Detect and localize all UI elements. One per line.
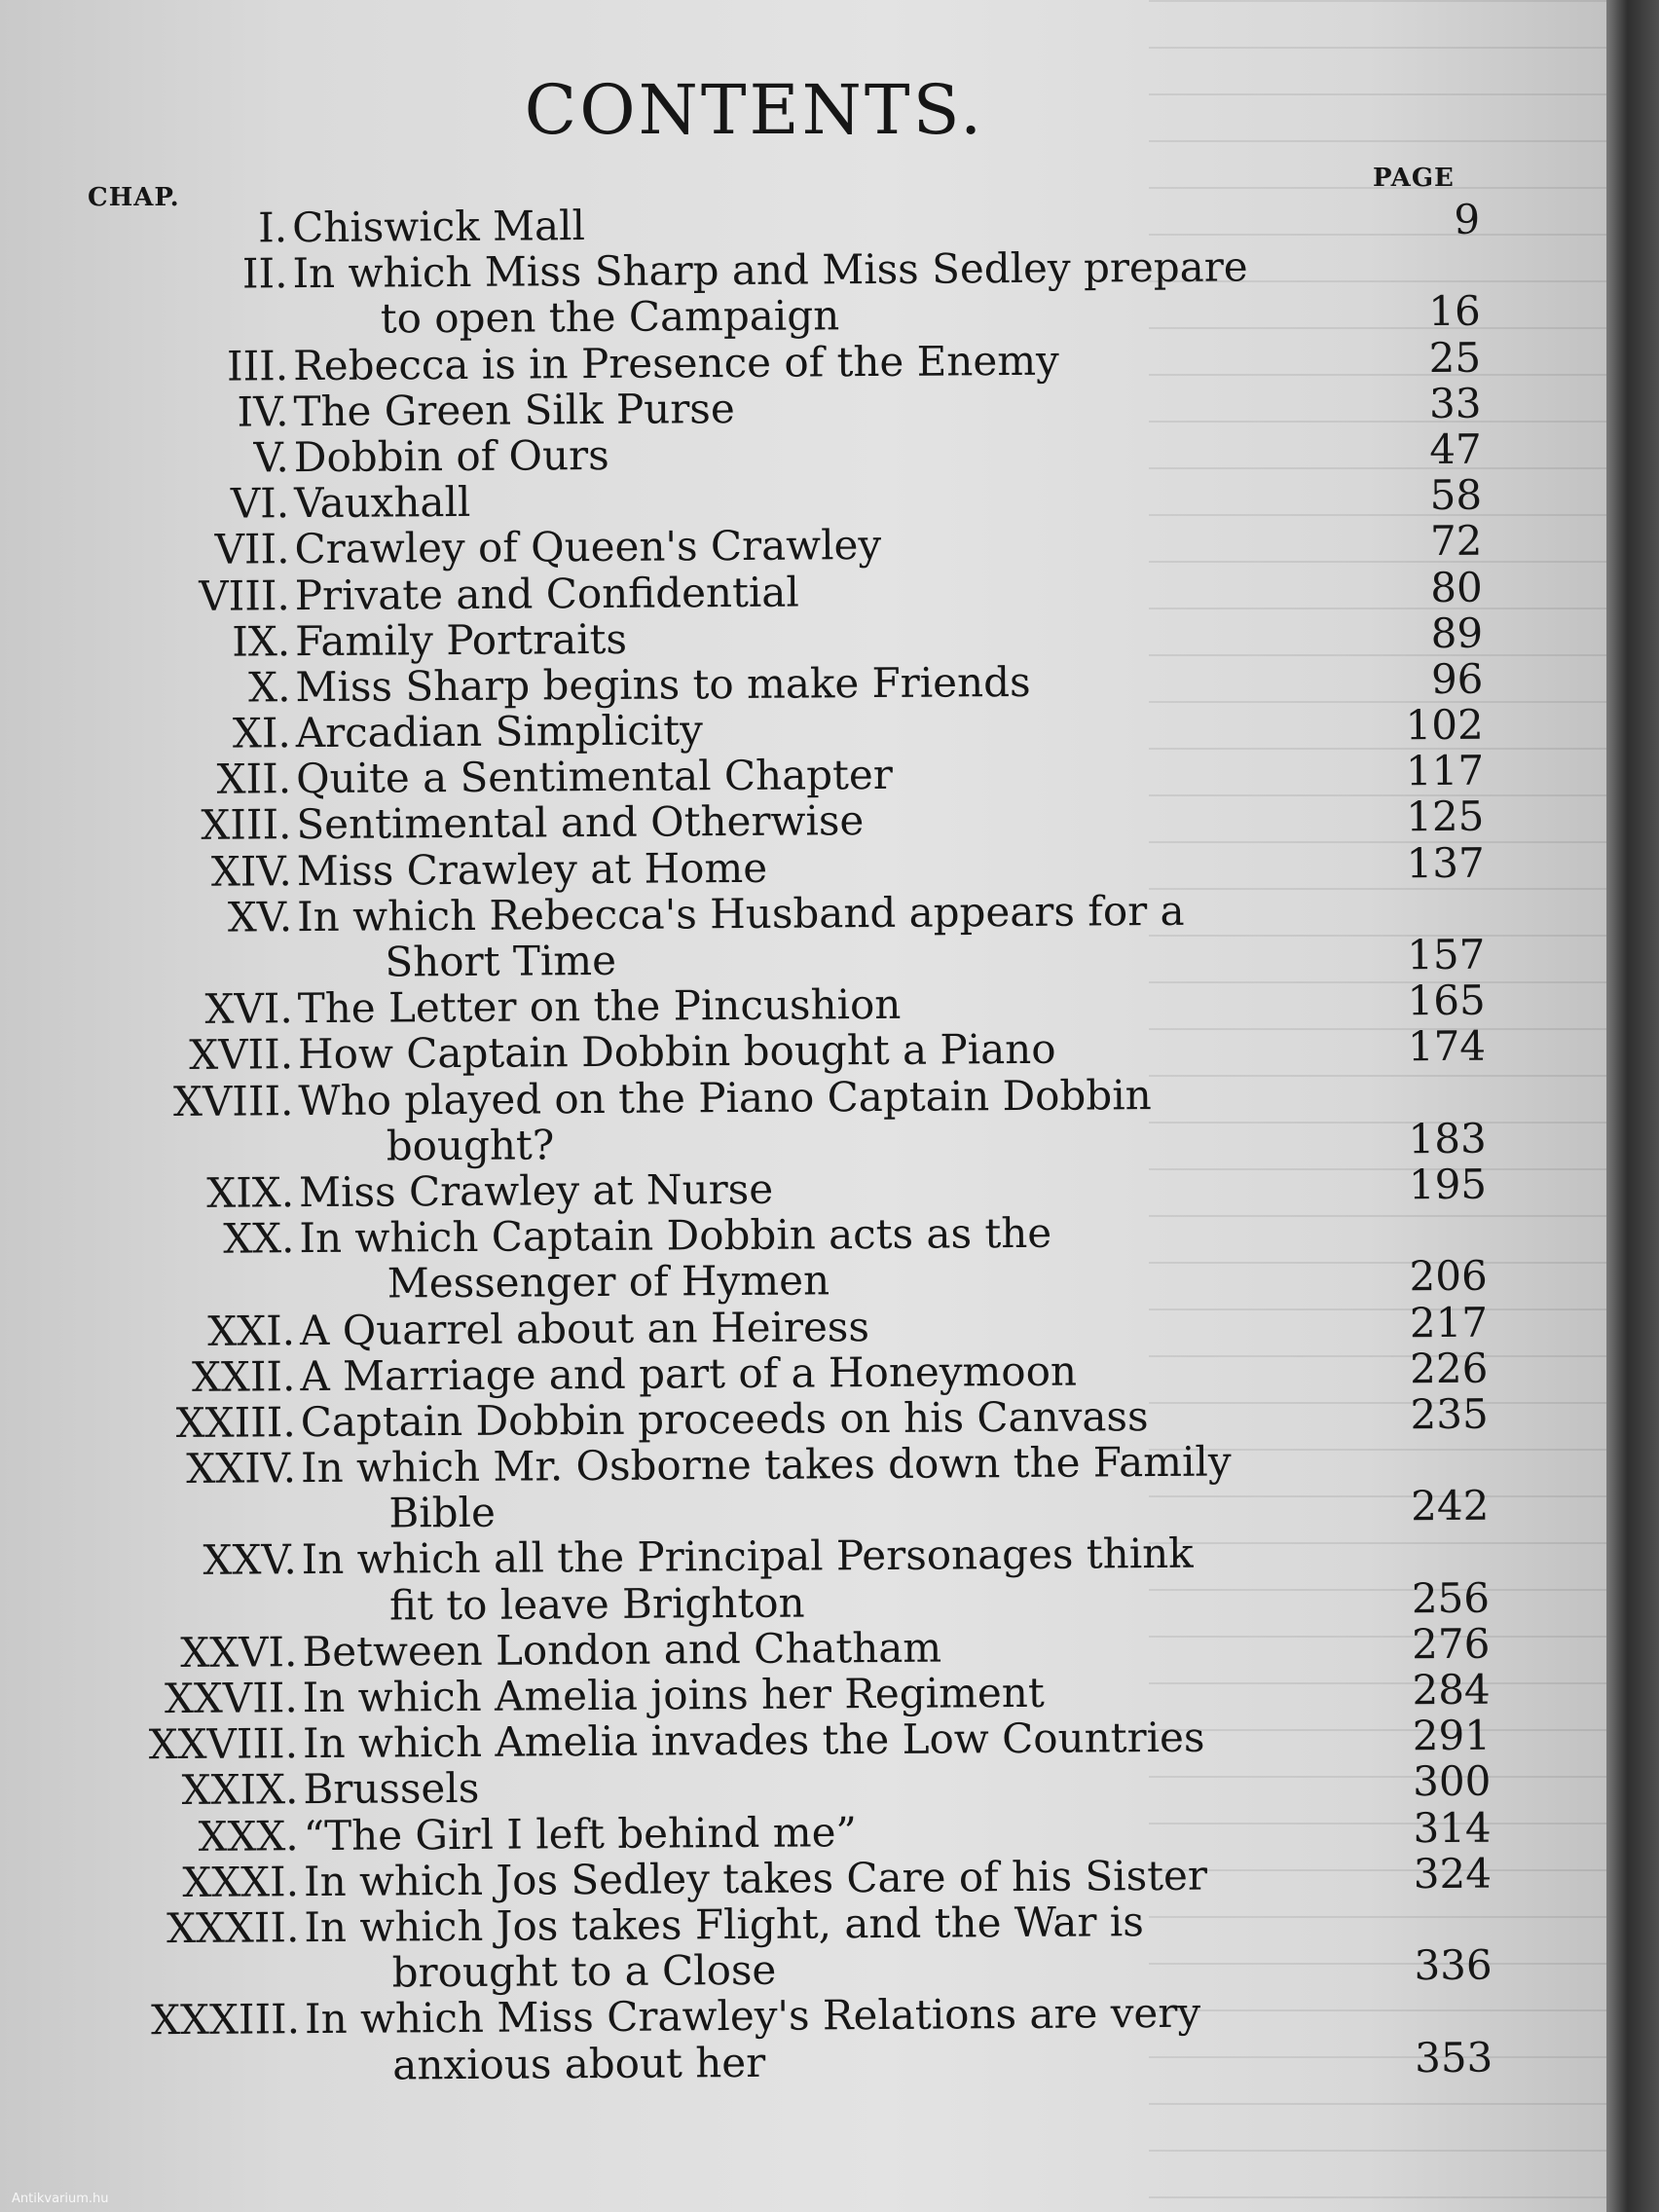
chapter-number: XXII. — [191, 1351, 296, 1401]
toc-entry — [44, 885, 1515, 987]
chapter-number: II. — [241, 249, 288, 298]
chapter-title: Dobbin of Ours — [293, 430, 609, 482]
chapter-number: XXIX. — [181, 1765, 299, 1815]
chapter-number: XXV. — [203, 1535, 297, 1585]
toc-entry — [39, 242, 1510, 345]
chapter-title: In which Miss Crawley's Relations are very — [304, 1989, 1201, 2044]
chapter-number: XXVIII. — [148, 1719, 299, 1769]
page-number: 300 — [1412, 1757, 1492, 1806]
chapter-title: Private and Confidential — [294, 568, 799, 619]
chapter-number: XVI. — [204, 984, 293, 1034]
chapter-number: XI. — [232, 709, 291, 757]
page-number: 242 — [1411, 1481, 1490, 1530]
page-number: 206 — [1409, 1251, 1488, 1301]
toc-entry — [46, 1207, 1517, 1309]
chapter-title: In which Amelia invades the Low Countries — [302, 1713, 1205, 1768]
chapter-title: A Quarrel about an Heiress — [299, 1302, 870, 1354]
page-number: 165 — [1407, 976, 1486, 1025]
chapter-number: X. — [248, 663, 291, 712]
page-number: 226 — [1410, 1344, 1489, 1392]
chapter-number: VIII. — [199, 571, 290, 620]
page-edge — [1606, 0, 1659, 2212]
page-number: 217 — [1409, 1298, 1489, 1346]
chapter-title: Miss Crawley at Home — [296, 843, 768, 895]
chapter-title: to open the Campaign — [380, 291, 840, 343]
chapter-title: anxious about her — [392, 2038, 766, 2089]
chapter-title: In which Jos Sedley takes Care of his Sister — [303, 1851, 1208, 1905]
page-number: 195 — [1408, 1160, 1488, 1209]
chapter-number: XV. — [227, 893, 293, 941]
chapter-number: IV. — [237, 387, 289, 436]
chapter-number: V. — [253, 433, 289, 482]
page-number: 9 — [1454, 195, 1481, 243]
page-title: CONTENTS. — [524, 70, 985, 150]
chapter-number: XXIV. — [186, 1444, 297, 1493]
chapter-title: In which Captain Dobbin acts as the — [299, 1208, 1052, 1263]
chapter-number: XVII. — [189, 1030, 294, 1080]
chapter-title: In which Mr. Osborne takes down the Family — [300, 1437, 1232, 1493]
chapter-number: XXVI. — [180, 1627, 298, 1677]
page-number: 183 — [1408, 1114, 1487, 1162]
chapter-number: XX. — [223, 1214, 295, 1263]
page-number: 47 — [1429, 424, 1482, 473]
chapter-number: XXVII. — [164, 1674, 298, 1723]
chapter-title: In which Jos takes Flight, and the War is — [304, 1898, 1144, 1952]
watermark: Antikvarium.hu — [12, 2192, 109, 2206]
page-number: 256 — [1411, 1573, 1491, 1622]
page-number: 102 — [1405, 700, 1484, 750]
chapter-number: XXXI. — [182, 1857, 300, 1906]
page-number: 58 — [1429, 470, 1483, 520]
chapter-number: XXI. — [207, 1306, 296, 1355]
page-number: 72 — [1429, 516, 1483, 566]
page-column-header: PAGE — [1373, 164, 1455, 193]
chapter-number: XXXII. — [166, 1903, 300, 1953]
chapter-title: Miss Sharp begins to make Friends — [295, 657, 1031, 712]
page-number: 276 — [1411, 1619, 1491, 1669]
chapter-number: XIX. — [206, 1168, 295, 1217]
chapter-number: XVIII. — [172, 1076, 294, 1125]
chapter-title: bought? — [386, 1121, 555, 1170]
page-number: 353 — [1414, 2033, 1493, 2082]
chapter-title: How Captain Dobbin bought a Piano — [297, 1025, 1056, 1079]
chapter-number: XIV. — [210, 846, 292, 896]
chapter-title: Captain Dobbin proceeds on his Canvass — [300, 1391, 1149, 1447]
chapter-number: III. — [226, 341, 289, 390]
chapter-title: Messenger of Hymen — [387, 1256, 830, 1308]
chapter-number: XII. — [216, 755, 292, 803]
chapter-title: In which Miss Sharp and Miss Sedley prepare — [292, 242, 1248, 298]
page-number: 96 — [1430, 654, 1484, 703]
page-number: 16 — [1428, 287, 1481, 336]
chapter-title: Rebecca is in Presence of the Enemy — [292, 336, 1059, 389]
page-number: 235 — [1410, 1389, 1489, 1439]
chapter-number: XIII. — [201, 800, 292, 850]
chapter-title: In which all the Principal Personages think — [301, 1530, 1194, 1584]
chapter-title: The Green Silk Purse — [293, 384, 735, 435]
page-number: 174 — [1407, 1022, 1487, 1071]
page-number: 291 — [1412, 1711, 1492, 1760]
toc-entry — [52, 1988, 1523, 2090]
chapter-title: “The Girl I left behind me” — [303, 1807, 858, 1860]
chapter-title: In which Rebecca's Husband appears for a — [296, 886, 1185, 940]
chapter-column-header: CHAP. — [88, 183, 180, 212]
page-number: 80 — [1430, 563, 1483, 611]
chapter-number: IX. — [232, 616, 291, 666]
page-number: 25 — [1428, 333, 1482, 382]
page-number: 157 — [1407, 930, 1486, 979]
page-number: 336 — [1414, 1940, 1493, 1990]
page-number: 284 — [1412, 1665, 1491, 1714]
chapter-title: Vauxhall — [293, 478, 471, 528]
chapter-title: Brussels — [303, 1764, 480, 1814]
chapter-number: VII. — [214, 525, 290, 574]
table-of-contents — [39, 196, 1522, 2089]
chapter-title: Bible — [388, 1489, 497, 1537]
chapter-title: Who played on the Piano Captain Dobbin — [298, 1070, 1152, 1124]
chapter-title: Short Time — [385, 936, 617, 986]
chapter-title: fit to leave Brighton — [388, 1578, 805, 1630]
chapter-title: A Marriage and part of a Honeymoon — [300, 1346, 1078, 1400]
toc-entry — [45, 1069, 1516, 1171]
chapter-title: Family Portraits — [294, 614, 628, 665]
page-number: 137 — [1406, 838, 1485, 887]
chapter-number: VI. — [230, 479, 290, 528]
page-number: 314 — [1413, 1803, 1492, 1852]
page-number: 33 — [1428, 379, 1482, 427]
chapter-title: Arcadian Simplicity — [295, 706, 704, 757]
toc-entry — [48, 1436, 1519, 1538]
chapter-title: Between London and Chatham — [302, 1623, 942, 1676]
chapter-number: XXIII. — [175, 1398, 296, 1447]
chapter-title: The Letter on the Pincushion — [297, 980, 902, 1033]
chapter-title: Sentimental and Otherwise — [296, 796, 865, 849]
chapter-title: Quite a Sentimental Chapter — [295, 751, 894, 803]
page-number: 89 — [1430, 608, 1484, 657]
chapter-title: In which Amelia joins her Regiment — [302, 1668, 1045, 1722]
toc-entry — [51, 1896, 1522, 1998]
chapter-title: Miss Crawley at Nurse — [298, 1164, 774, 1217]
chapter-title: brought to a Close — [391, 1945, 777, 1997]
chapter-title: Crawley of Queen's Crawley — [294, 521, 882, 573]
page-number: 125 — [1406, 793, 1485, 841]
chapter-title: Chiswick Mall — [291, 202, 586, 252]
chapter-number: XXXIII. — [151, 1995, 301, 2045]
page-number: 324 — [1413, 1849, 1493, 1898]
chapter-number: XXX. — [198, 1811, 299, 1861]
toc-entry — [49, 1529, 1520, 1631]
chapter-number: I. — [258, 203, 288, 252]
page-number: 117 — [1405, 746, 1485, 795]
